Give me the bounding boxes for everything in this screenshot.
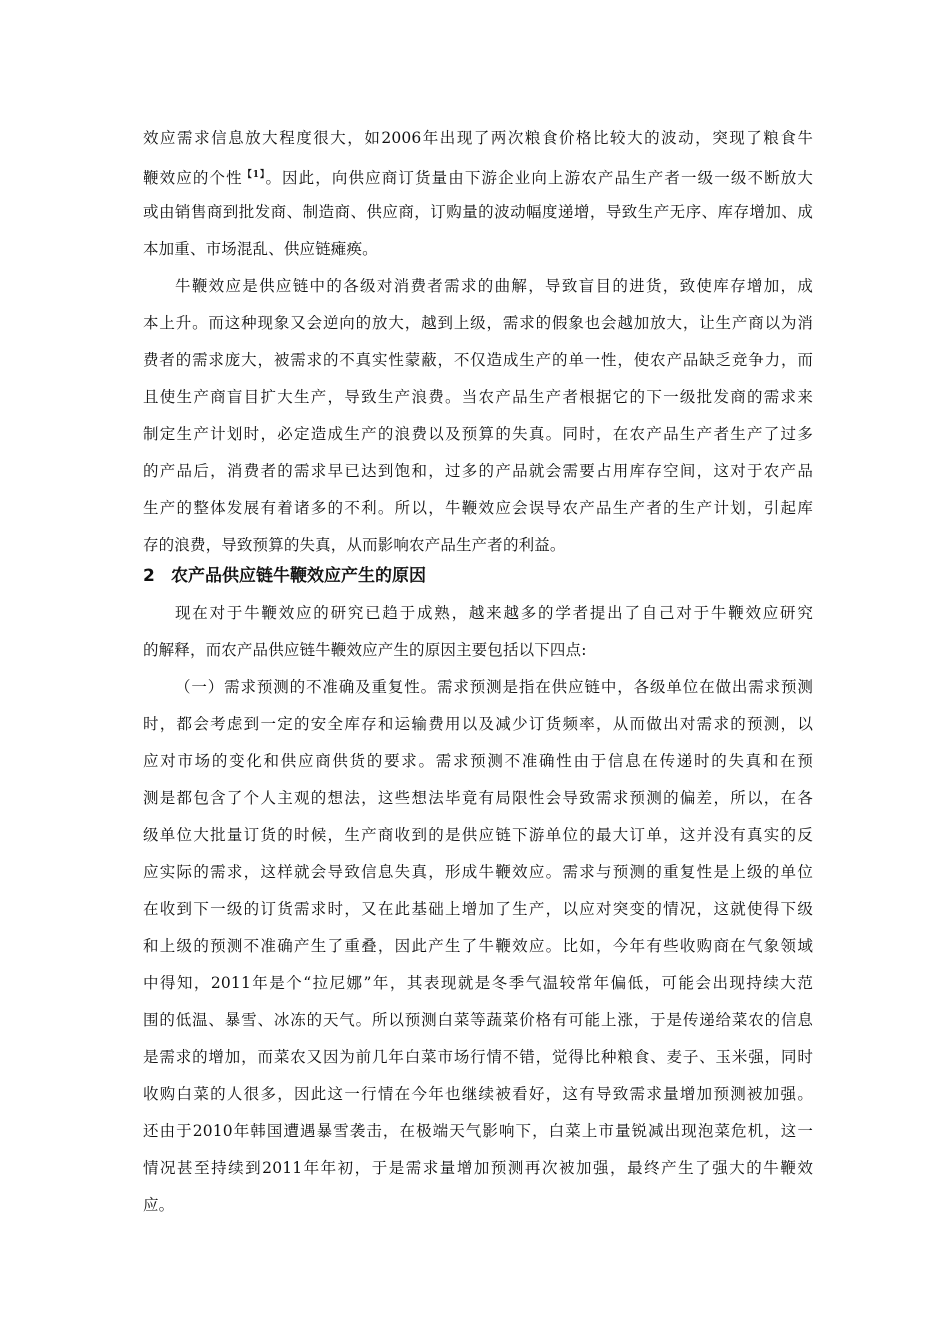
paragraph-2-line-1: 牛鞭效应是供应链中的各级对消费者需求的曲解，导致盲目的进货，致使库存增加，成 xyxy=(175,277,813,295)
intro-line-2: 的解释，而农产品供应链牛鞭效应产生的原因主要包括以下四点: xyxy=(143,641,587,659)
point1-line-10: 围的低温、暴雪、冰冻的天气。所以预测白菜等蔬菜价格有可能上涨，于是传递给菜农的信息 xyxy=(143,1011,813,1029)
paragraph-1-line-1: 效应需求信息放大程度很大，如2006年出现了两次粮食价格比较大的波动，突现了粮食牛 xyxy=(143,129,813,147)
paragraph-2-line-8: 存的浪费，导致预算的失真，从而影响农产品生产者的利益。 xyxy=(143,536,566,554)
paragraph-2-line-4: 且使生产商盲目扩大生产，导致生产浪费。当农产品生产者根据它的下一级批发商的需求来 xyxy=(143,388,813,406)
paragraph-1-line-4: 本加重、市场混乱、供应链瘫痪。 xyxy=(143,240,378,258)
paragraph-2-line-7: 生产的整体发展有着诸多的不利。所以，牛鞭效应会误导农产品生产者的生产计划，引起库 xyxy=(143,499,813,517)
point1-line-11: 是需求的增加，而菜农又因为前几年白菜市场行情不错，觉得比种粮食、麦子、玉米强，同时 xyxy=(143,1048,813,1066)
point1-line-2: 时，都会考虑到一定的安全库存和运输费用以及减少订货频率，从而做出对需求的预测，以 xyxy=(143,715,813,733)
point1-line-15: 应。 xyxy=(143,1196,175,1214)
paragraph-2-line-3: 费者的需求庞大，被需求的不真实性蒙蔽，不仅造成生产的单一性，使农产品缺乏竞争力，而 xyxy=(143,351,813,369)
point1-line-13: 还由于2010年韩国遭遇暴雪袭击，在极端天气影响下，白菜上市量锐减出现泡菜危机，这一 xyxy=(143,1122,813,1140)
point1-line-4: 测是都包含了个人主观的想法，这些想法毕竟有局限性会导致需求预测的偏差，所以，在各 xyxy=(143,789,813,807)
section-heading xyxy=(143,565,426,587)
citation-ref: 【1】 xyxy=(242,170,266,180)
paragraph-2-line-2: 本上升。而这种现象又会逆向的放大，越到上级，需求的假象也会越加放大，让生产商以为消 xyxy=(143,314,813,332)
point1-line-6: 应实际的需求，这样就会导致信息失真，形成牛鞭效应。需求与预测的重复性是上级的单位 xyxy=(143,863,813,881)
paragraph-1-line-2-text-after: 。因此，向供应商订货量由下游企业向上游农产品生产者一级一级不断放大 xyxy=(265,169,814,188)
point1-line-7: 在收到下一级的订货需求时，又在此基础上增加了生产，以应对突变的情况，这就使得下级 xyxy=(143,900,813,918)
point1-line-14: 情况甚至持续到2011年年初，于是需求量增加预测再次被加强，最终产生了强大的牛鞭效 xyxy=(143,1159,813,1177)
paragraph-2-line-6: 的产品后，消费者的需求早已达到饱和，过多的产品就会需要占用库存空间，这对于农产品 xyxy=(143,462,813,480)
intro-line-1: 现在对于牛鞭效应的研究已趋于成熟，越来越多的学者提出了自己对于牛鞭效应研究 xyxy=(175,604,813,622)
paragraph-1-line-2-text: 鞭效应的个性 xyxy=(143,169,243,188)
paragraph-2-line-5: 制定生产计划时，必定造成生产的浪费以及预算的失真。同时，在农产品生产者生产了过多 xyxy=(143,425,813,443)
point1-line-5: 级单位大批量订货的时候，生产商收到的是供应链下游单位的最大订单，这并没有真实的反 xyxy=(143,826,813,844)
point1-line-8: 和上级的预测不准确产生了重叠，因此产生了牛鞭效应。比如，今年有些收购商在气象领域 xyxy=(143,937,813,955)
point1-line-12: 收购白菜的人很多，因此这一行情在今年也继续被看好，这有导致需求量增加预测被加强。 xyxy=(143,1085,813,1103)
section-number: 2 xyxy=(143,566,155,586)
paragraph-1-line-2 xyxy=(143,165,813,188)
point1-line-9: 中得知，2011年是个“拉尼娜”年，其表现就是冬季气温较常年偏低，可能会出现持续大范 xyxy=(143,974,813,992)
paragraph-1-line-3: 或由销售商到批发商、制造商、供应商，订购量的波动幅度递增，导致生产无序、库存增加、成 xyxy=(143,203,813,221)
point1-line-3: 应对市场的变化和供应商供货的要求。需求预测不准确性由于信息在传递时的失真和在预 xyxy=(143,752,813,770)
section-title: 农产品供应链牛鞭效应产生的原因 xyxy=(171,566,426,586)
point1-line-1: （一）需求预测的不准确及重复性。需求预测是指在供应链中，各级单位在做出需求预测 xyxy=(175,678,813,696)
